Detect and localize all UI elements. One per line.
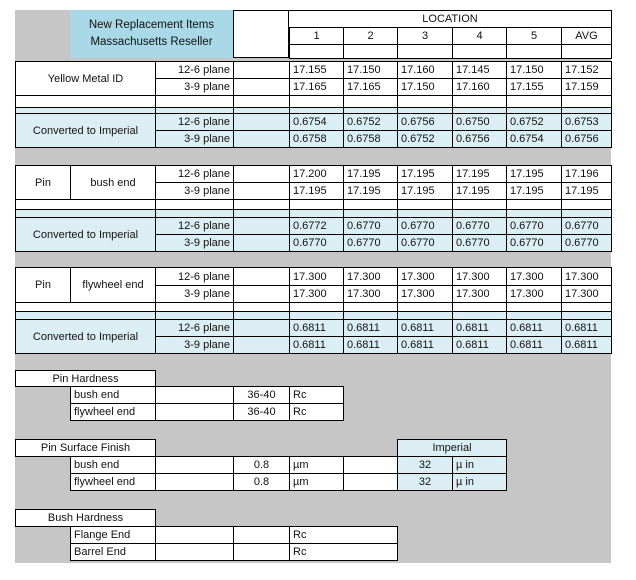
value-cell: 0.6770: [397, 217, 453, 235]
title-line-2: Massachusetts Reseller: [90, 36, 213, 48]
blank-cell: [233, 78, 290, 96]
bush-unit: Rc: [289, 543, 398, 561]
hardness-value: 36-40: [233, 403, 290, 421]
value-cell: 17.195: [561, 182, 612, 200]
value-cell: 0.6756: [561, 130, 612, 148]
blank-cell: [233, 165, 290, 183]
value-cell: 17.300: [289, 267, 344, 286]
blank-cell: [155, 403, 234, 421]
blank-cell: [155, 456, 234, 474]
value-cell: 0.6770: [343, 217, 398, 235]
row-sublabel: bush end: [70, 165, 156, 200]
value-cell: 17.300: [343, 267, 398, 286]
value-cell: 0.6752: [397, 130, 453, 148]
blank-cell: [233, 285, 290, 303]
finish-unit: µm: [289, 456, 344, 474]
bush-value: [233, 526, 290, 544]
value-cell: 17.300: [397, 285, 453, 303]
value-cell: 0.6754: [506, 130, 562, 148]
location-col-header: 4: [452, 27, 507, 45]
value-cell: 0.6770: [452, 234, 507, 252]
plane-label: 3-9 plane: [155, 182, 234, 200]
value-cell: 0.6770: [506, 234, 562, 252]
imperial-header: Imperial: [397, 439, 507, 457]
value-cell: 17.195: [506, 182, 562, 200]
blank-cell: [155, 526, 234, 544]
value-cell: 17.150: [343, 61, 398, 79]
value-cell: 17.195: [452, 182, 507, 200]
value-cell: 17.155: [506, 78, 562, 96]
value-cell: 0.6811: [506, 319, 562, 337]
row-label: Converted to Imperial: [15, 113, 156, 148]
value-cell: 0.6750: [452, 113, 507, 131]
value-cell: 17.200: [289, 165, 344, 183]
value-cell: 0.6811: [289, 319, 344, 337]
header-blank-cell: [506, 44, 562, 59]
value-cell: 17.300: [343, 285, 398, 303]
value-cell: 0.6770: [289, 234, 344, 252]
value-cell: 0.6811: [397, 319, 453, 337]
location-col-header: 1: [289, 27, 344, 45]
blank-cell: [233, 61, 290, 79]
blank-cell: [343, 473, 398, 491]
plane-label: 3-9 plane: [155, 285, 234, 303]
value-cell: 17.300: [506, 267, 562, 286]
value-cell: 17.195: [343, 182, 398, 200]
value-cell: 0.6756: [452, 130, 507, 148]
value-cell: 17.196: [561, 165, 612, 183]
value-cell: 0.6811: [289, 336, 344, 354]
value-cell: 0.6770: [561, 217, 612, 235]
title-line-1: New Replacement Items: [88, 19, 215, 31]
value-cell: 0.6753: [561, 113, 612, 131]
value-cell: 17.145: [452, 61, 507, 79]
plane-label: 12-6 plane: [155, 217, 234, 235]
blank-cell: [233, 267, 290, 286]
blank-cell: [233, 336, 290, 354]
value-cell: 0.6756: [397, 113, 453, 131]
plane-label: 12-6 plane: [155, 165, 234, 183]
location-col-header: 3: [397, 27, 453, 45]
row-label: Yellow Metal ID: [15, 61, 156, 96]
value-cell: 17.300: [561, 267, 612, 286]
location-col-header: 5: [506, 27, 562, 45]
value-cell: 0.6770: [397, 234, 453, 252]
value-cell: 17.195: [506, 165, 562, 183]
row-label: Converted to Imperial: [15, 217, 156, 252]
blank-cell: [233, 130, 290, 148]
hardness-unit: Rc: [289, 403, 344, 421]
finish-value: 0.8: [233, 473, 290, 491]
value-cell: 0.6772: [289, 217, 344, 235]
blank-cell: [233, 319, 290, 337]
finish-imperial-value: 32: [397, 473, 453, 491]
value-cell: 0.6811: [452, 336, 507, 354]
value-cell: 0.6811: [506, 336, 562, 354]
hardness-value: 36-40: [233, 386, 290, 404]
location-col-header: AVG: [561, 27, 612, 45]
value-cell: 17.150: [506, 61, 562, 79]
value-cell: 17.300: [561, 285, 612, 303]
blank-cell: [233, 234, 290, 252]
blank-cell: [233, 217, 290, 235]
value-cell: 0.6770: [506, 217, 562, 235]
bush-name: Barrel End: [70, 543, 156, 561]
header-blank-cell: [343, 44, 398, 59]
hardness-name: flywheel end: [70, 403, 156, 421]
header-blank-cell: [397, 44, 453, 59]
value-cell: 17.195: [397, 165, 453, 183]
value-cell: 17.300: [506, 285, 562, 303]
value-cell: 0.6758: [343, 130, 398, 148]
plane-label: 3-9 plane: [155, 234, 234, 252]
location-header: LOCATION: [288, 10, 612, 28]
value-cell: 0.6811: [561, 336, 612, 354]
finish-value: 0.8: [233, 456, 290, 474]
blank-cell: [343, 456, 398, 474]
row-label: Pin: [15, 267, 71, 303]
value-cell: 0.6811: [397, 336, 453, 354]
plane-label: 12-6 plane: [155, 319, 234, 337]
value-cell: 0.6754: [289, 113, 344, 131]
value-cell: 0.6811: [343, 319, 398, 337]
value-cell: 0.6770: [343, 234, 398, 252]
header-blank: [233, 10, 289, 58]
value-cell: 0.6811: [561, 319, 612, 337]
finish-imperial-unit: µ in: [452, 473, 507, 491]
value-cell: 17.300: [452, 267, 507, 286]
plane-label: 12-6 plane: [155, 113, 234, 131]
finish-imperial-value: 32: [397, 456, 453, 474]
value-cell: 17.152: [561, 61, 612, 79]
finish-name: bush end: [70, 456, 156, 474]
finish-name: flywheel end: [70, 473, 156, 491]
hardness-name: bush end: [70, 386, 156, 404]
blank-cell: [155, 473, 234, 491]
value-cell: 0.6811: [343, 336, 398, 354]
value-cell: 17.165: [289, 78, 344, 96]
value-cell: 0.6752: [343, 113, 398, 131]
value-cell: 17.160: [452, 78, 507, 96]
pin-hardness-title: Pin Hardness: [15, 370, 156, 387]
location-col-header: 2: [343, 27, 398, 45]
plane-label: 3-9 plane: [155, 336, 234, 354]
row-sublabel: flywheel end: [70, 267, 156, 303]
bush-name: Flange End: [70, 526, 156, 544]
bush-hardness-title: Bush Hardness: [15, 509, 156, 527]
value-cell: 17.195: [397, 182, 453, 200]
value-cell: 0.6770: [452, 217, 507, 235]
surface-finish-title: Pin Surface Finish: [15, 439, 156, 457]
blank-cell: [155, 386, 234, 404]
bush-value: [233, 543, 290, 561]
value-cell: 0.6758: [289, 130, 344, 148]
value-cell: 17.195: [452, 165, 507, 183]
row-label: Converted to Imperial: [15, 319, 156, 354]
finish-imperial-unit: µ in: [452, 456, 507, 474]
row-label: Pin: [15, 165, 71, 200]
blank-cell: [155, 543, 234, 561]
value-cell: 17.195: [343, 165, 398, 183]
header-blank-cell: [452, 44, 507, 59]
value-cell: 17.155: [289, 61, 344, 79]
blank-cell: [233, 113, 290, 131]
value-cell: 17.300: [397, 267, 453, 286]
value-cell: 17.159: [561, 78, 612, 96]
value-cell: 17.195: [289, 182, 344, 200]
value-cell: 0.6770: [561, 234, 612, 252]
value-cell: 17.300: [452, 285, 507, 303]
plane-label: 3-9 plane: [155, 78, 234, 96]
header-blank-cell: [289, 44, 344, 59]
header-blank-cell: [561, 44, 612, 59]
value-cell: 17.160: [397, 61, 453, 79]
plane-label: 12-6 plane: [155, 267, 234, 286]
plane-label: 12-6 plane: [155, 61, 234, 79]
table-title: [70, 10, 233, 58]
bush-unit: Rc: [289, 526, 398, 544]
finish-unit: µm: [289, 473, 344, 491]
plane-label: 3-9 plane: [155, 130, 234, 148]
value-cell: 17.300: [289, 285, 344, 303]
value-cell: 17.165: [343, 78, 398, 96]
value-cell: 17.150: [397, 78, 453, 96]
hardness-unit: Rc: [289, 386, 344, 404]
value-cell: 0.6752: [506, 113, 562, 131]
blank-cell: [233, 182, 290, 200]
value-cell: 0.6811: [452, 319, 507, 337]
